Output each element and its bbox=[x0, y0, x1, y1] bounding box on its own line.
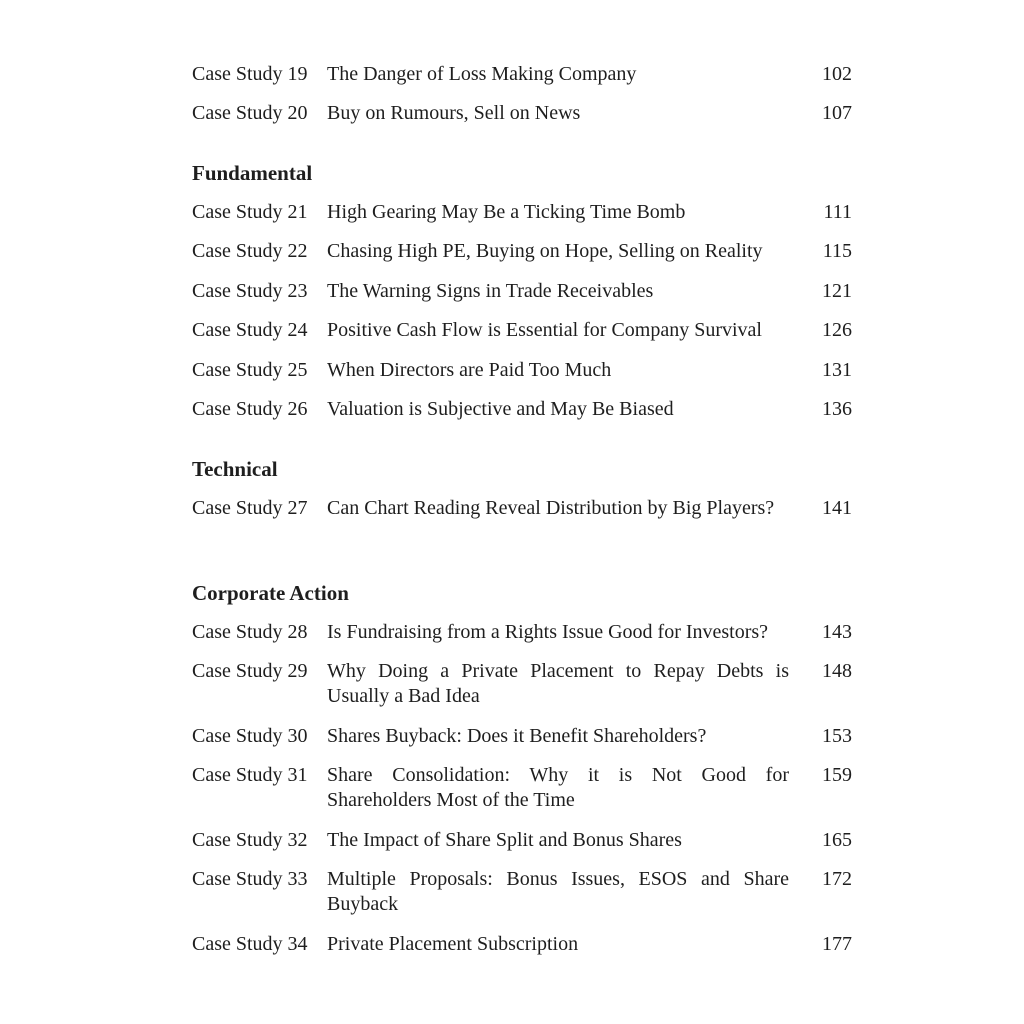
toc-entry[interactable] bbox=[192, 397, 852, 422]
page-number: 143 bbox=[822, 621, 852, 643]
toc-entry[interactable] bbox=[192, 496, 852, 521]
case-study-label: Case Study 22 bbox=[192, 240, 308, 262]
case-study-title: The Warning Signs in Trade Receivables bbox=[327, 280, 654, 302]
toc-group-technical bbox=[192, 454, 852, 519]
case-study-title: Positive Cash Flow is Essential for Company Survival bbox=[327, 319, 762, 341]
case-study-label: Case Study 19 bbox=[192, 63, 308, 85]
page-number: 136 bbox=[822, 398, 852, 420]
page-number: 172 bbox=[822, 868, 852, 890]
page-number: 111 bbox=[823, 201, 852, 223]
toc-group-corporate-action bbox=[192, 578, 852, 955]
case-study-label: Case Study 33 bbox=[192, 868, 308, 890]
toc-entry[interactable] bbox=[192, 620, 852, 645]
case-study-title: The Danger of Loss Making Company bbox=[327, 63, 637, 85]
case-study-title: Chasing High PE, Buying on Hope, Selling on Reality bbox=[327, 240, 763, 262]
page-number: 107 bbox=[822, 102, 852, 124]
case-study-label: Case Study 25 bbox=[192, 359, 308, 381]
toc-entry[interactable] bbox=[192, 62, 852, 87]
case-study-label: Case Study 21 bbox=[192, 201, 308, 223]
case-study-label: Case Study 26 bbox=[192, 398, 308, 420]
page-number: 115 bbox=[822, 240, 852, 262]
page-number: 148 bbox=[822, 660, 852, 682]
page-number: 126 bbox=[822, 319, 852, 341]
toc-entry[interactable] bbox=[192, 724, 852, 749]
toc-entry[interactable] bbox=[192, 867, 852, 917]
toc-entry[interactable] bbox=[192, 200, 852, 225]
toc-entry[interactable] bbox=[192, 659, 852, 709]
toc-entry[interactable] bbox=[192, 763, 852, 813]
case-study-label: Case Study 23 bbox=[192, 280, 308, 302]
case-study-title: Can Chart Reading Reveal Distribution by Big Players? bbox=[327, 497, 775, 519]
toc-entry[interactable] bbox=[192, 828, 852, 853]
case-study-title: Why Doing a Private Placement to Repay Debts is Usually a Bad Idea bbox=[327, 660, 789, 707]
case-study-title: The Impact of Share Split and Bonus Shares bbox=[327, 829, 682, 851]
toc-entry[interactable] bbox=[192, 318, 852, 343]
case-study-label: Case Study 32 bbox=[192, 829, 308, 851]
page-number: 153 bbox=[822, 725, 852, 747]
case-study-label: Case Study 28 bbox=[192, 621, 308, 643]
page-number: 177 bbox=[822, 933, 852, 955]
case-study-label: Case Study 34 bbox=[192, 933, 308, 955]
case-study-label: Case Study 31 bbox=[192, 764, 308, 786]
case-study-label: Case Study 30 bbox=[192, 725, 308, 747]
case-study-label: Case Study 27 bbox=[192, 497, 308, 519]
page-number: 121 bbox=[822, 280, 852, 302]
toc-group-fundamental bbox=[192, 158, 852, 420]
case-study-title: Share Consolidation: Why it is Not Good for Shareholders Most of the Time bbox=[327, 764, 789, 811]
case-study-title: Valuation is Subjective and May Be Biased bbox=[327, 398, 674, 420]
toc-entry[interactable] bbox=[192, 358, 852, 383]
case-study-label: Case Study 24 bbox=[192, 319, 308, 341]
case-study-label: Case Study 20 bbox=[192, 102, 308, 124]
toc-entry[interactable] bbox=[192, 239, 852, 264]
page-number: 141 bbox=[822, 497, 852, 519]
page-number: 159 bbox=[822, 764, 852, 786]
page-number: 102 bbox=[822, 63, 852, 85]
page-number: 131 bbox=[822, 359, 852, 381]
toc-entry[interactable] bbox=[192, 932, 852, 957]
case-study-title: Private Placement Subscription bbox=[327, 933, 579, 955]
case-study-label: Case Study 29 bbox=[192, 660, 308, 682]
toc-entry[interactable] bbox=[192, 279, 852, 304]
case-study-title: Shares Buyback: Does it Benefit Shareholders? bbox=[327, 725, 707, 747]
case-study-title: When Directors are Paid Too Much bbox=[327, 359, 612, 381]
case-study-title: Buy on Rumours, Sell on News bbox=[327, 102, 581, 124]
section-heading: Corporate Action bbox=[192, 581, 349, 605]
section-heading: Technical bbox=[192, 457, 278, 481]
case-study-title: Multiple Proposals: Bonus Issues, ESOS and Share Buyback bbox=[327, 868, 789, 915]
page-number: 165 bbox=[822, 829, 852, 851]
case-study-title: Is Fundraising from a Rights Issue Good for Investors? bbox=[327, 621, 769, 643]
toc-entry[interactable] bbox=[192, 101, 852, 126]
case-study-title: High Gearing May Be a Ticking Time Bomb bbox=[327, 201, 686, 223]
section-heading: Fundamental bbox=[192, 161, 313, 185]
